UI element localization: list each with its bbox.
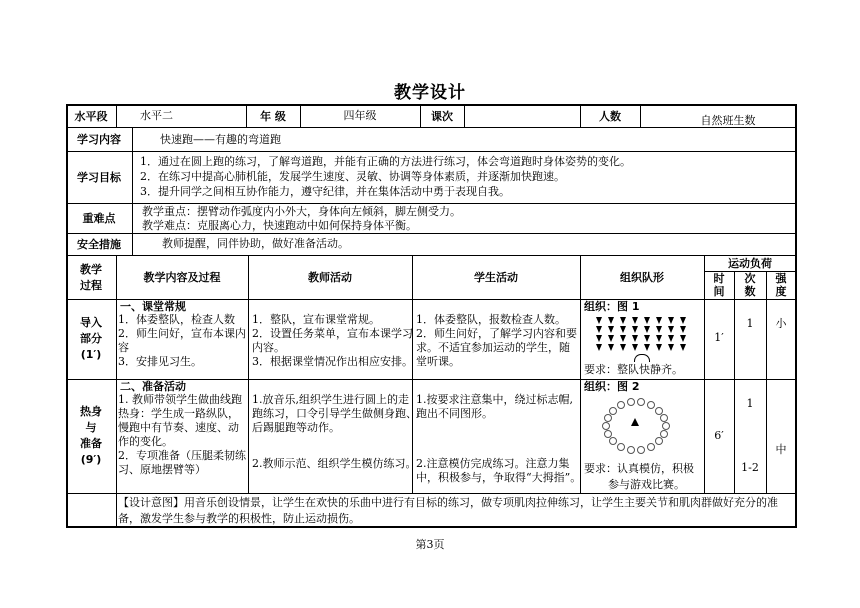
student-marker bbox=[644, 335, 650, 342]
table-border bbox=[132, 127, 133, 255]
table-border bbox=[464, 104, 465, 127]
intro-teacher bbox=[252, 313, 413, 369]
warmup-content-line: 热身：学生成一路纵队， bbox=[118, 407, 239, 420]
cone-marker bbox=[604, 430, 612, 438]
warmup-teacher bbox=[252, 393, 417, 471]
warmup-count-1: 1 bbox=[746, 397, 754, 410]
intro-student bbox=[416, 313, 577, 369]
difficult-point: 教学难点：克服离心力，快速跑动中如何保持身体平衡。 bbox=[142, 219, 417, 232]
student-marker bbox=[632, 344, 638, 351]
student-marker bbox=[656, 344, 662, 351]
level-label: 水平段 bbox=[74, 110, 108, 123]
warmup-org-note bbox=[584, 461, 694, 493]
intro-content-line: 1．体委整队，检查人数 bbox=[118, 313, 235, 326]
warmup-count-2: 1-2 bbox=[741, 461, 759, 474]
student-marker bbox=[668, 317, 674, 324]
cone-marker bbox=[627, 446, 635, 454]
cone-marker bbox=[627, 398, 635, 406]
warmup-org-note-line: 要求：认真模仿，积极 bbox=[584, 462, 694, 475]
student-marker bbox=[632, 317, 638, 324]
student-marker bbox=[608, 344, 614, 351]
intro-stage-line: 部分 bbox=[80, 332, 102, 345]
formation-diagram-2 bbox=[600, 396, 670, 454]
warmup-student-line bbox=[416, 421, 581, 435]
col-org: 组织队形 bbox=[620, 271, 664, 284]
page-number: 第3页 bbox=[415, 538, 445, 551]
cone-marker bbox=[647, 401, 655, 409]
col-time bbox=[704, 271, 734, 299]
student-marker bbox=[656, 317, 662, 324]
goal-item: 1．通过在圆上跑的练习，了解弯道跑，并能有正确的方法进行练习，体会弯道跑时身体姿势的变化。 bbox=[140, 155, 631, 168]
content-value: 快速跑——有趣的弯道跑 bbox=[160, 133, 281, 146]
intro-org-note: 要求：整队快静齐。 bbox=[584, 363, 683, 376]
col-time-line: 时 bbox=[713, 272, 725, 285]
col-time-line: 间 bbox=[713, 285, 725, 298]
warmup-teacher-line: 1.放音乐,组织学生进行圆上的走 bbox=[252, 393, 409, 406]
warmup-stage-line: 与 bbox=[85, 421, 97, 434]
intro-time: 1′ bbox=[714, 331, 724, 344]
safety-label: 安全措施 bbox=[77, 238, 121, 251]
student-marker bbox=[620, 326, 626, 333]
warmup-student-line: 中，积极参与，争取得“大拇指”。 bbox=[416, 471, 582, 484]
warmup-teacher-line: 跑练习，口令引导学生做侧身跑、 bbox=[252, 407, 417, 420]
warmup-time: 6′ bbox=[714, 429, 724, 442]
student-marker bbox=[596, 344, 602, 351]
warmup-stage-line: (9′) bbox=[80, 453, 102, 466]
intro-student-line: 求。不适宜参加运动的学生，随 bbox=[416, 341, 570, 354]
warmup-teacher-line: 2.教师示范、组织学生模仿练习。 bbox=[252, 457, 417, 470]
student-marker bbox=[620, 344, 626, 351]
warmup-content-line: 作的变化。 bbox=[118, 435, 173, 448]
warmup-student-line: 1.按要求注意集中，绕过标志帽, bbox=[416, 393, 573, 406]
teacher-marker bbox=[631, 418, 639, 426]
student-marker bbox=[608, 326, 614, 333]
cone-marker bbox=[604, 414, 612, 422]
table-border bbox=[116, 493, 117, 526]
student-marker bbox=[668, 326, 674, 333]
intro-teacher-line: 1．整队，宣布课堂常规。 bbox=[252, 313, 380, 326]
formation-diagram-1 bbox=[596, 317, 692, 361]
warmup-student-line bbox=[416, 435, 581, 449]
count-value: 自然班生数 bbox=[700, 114, 756, 127]
teacher-marker bbox=[634, 354, 650, 362]
level-value: 水平二 bbox=[140, 109, 173, 122]
table-border bbox=[66, 151, 796, 152]
intro-stage bbox=[66, 299, 116, 379]
goals-label: 学习目标 bbox=[77, 171, 121, 184]
col-intensity-line: 强 bbox=[775, 272, 787, 285]
intro-content-line: 2．师生问好，宣布本课内 bbox=[118, 327, 246, 340]
intro-content-line: 容 bbox=[118, 341, 129, 354]
warmup-stage bbox=[66, 379, 116, 493]
warmup-teacher-line bbox=[252, 435, 417, 449]
intro-teacher-line: 2．设置任务菜单，宣布本课学习 bbox=[252, 327, 413, 340]
warmup-content bbox=[118, 393, 246, 477]
safety-value: 教师提醒，同伴协助，做好准备活动。 bbox=[162, 237, 349, 250]
warmup-content-line: 2．专项准备（压腿柔韧练 bbox=[118, 449, 246, 462]
col-count-line: 数 bbox=[744, 285, 756, 298]
page-title: 教学设计 bbox=[394, 83, 466, 103]
student-marker bbox=[680, 317, 686, 324]
intro-count: 1 bbox=[746, 317, 754, 330]
warmup-content-line: 习、原地摆臂等） bbox=[118, 463, 206, 476]
col-count bbox=[734, 271, 766, 299]
student-marker bbox=[644, 317, 650, 324]
student-marker bbox=[596, 326, 602, 333]
student-marker bbox=[656, 335, 662, 342]
warmup-org-note-line: 参与游戏比赛。 bbox=[608, 478, 685, 491]
warmup-heading: 二、准备活动 bbox=[120, 380, 186, 393]
intro-student-line: 2．师生问好，了解学习内容和要 bbox=[416, 327, 577, 340]
goal-item: 3．提升同学之间相互协作能力，遵守纪律，并在集体活动中勇于表现自我。 bbox=[140, 185, 510, 198]
col-stage-line: 教学 bbox=[80, 263, 102, 276]
cone-marker bbox=[637, 398, 645, 406]
content-label: 学习内容 bbox=[77, 133, 121, 146]
warmup-stage-line: 准备 bbox=[80, 437, 102, 450]
student-marker bbox=[596, 335, 602, 342]
intro-intensity: 小 bbox=[775, 317, 787, 330]
table-border bbox=[66, 493, 796, 494]
intro-org-title: 组织：图 1 bbox=[584, 300, 640, 313]
cone-marker bbox=[609, 437, 617, 445]
col-stage-line: 过程 bbox=[80, 279, 102, 292]
student-marker bbox=[644, 344, 650, 351]
cone-marker bbox=[609, 407, 617, 415]
col-stage bbox=[66, 255, 116, 299]
student-marker bbox=[656, 326, 662, 333]
cone-marker bbox=[617, 401, 625, 409]
intro-student-line: 堂听课。 bbox=[416, 355, 460, 368]
intro-stage-line: (1′) bbox=[80, 348, 102, 361]
student-marker bbox=[644, 326, 650, 333]
warmup-student-line: 2.注意模仿完成练习。注意力集 bbox=[416, 457, 570, 470]
cone-marker bbox=[617, 443, 625, 451]
student-marker bbox=[620, 317, 626, 324]
intro-teacher-line: 3．根据课堂情况作出相应安排。 bbox=[252, 355, 413, 368]
student-marker bbox=[680, 335, 686, 342]
warmup-teacher-line: 后踢腿跑等动作。 bbox=[252, 421, 340, 434]
warmup-student bbox=[416, 393, 581, 485]
col-content: 教学内容及过程 bbox=[143, 271, 221, 284]
warmup-content-line: 慢跑中有节奏、速度、动 bbox=[118, 421, 239, 434]
warmup-stage-line: 热身 bbox=[80, 405, 102, 418]
student-marker bbox=[668, 344, 674, 351]
student-marker bbox=[632, 335, 638, 342]
student-marker bbox=[596, 317, 602, 324]
grade-value: 四年级 bbox=[343, 109, 377, 122]
cone-marker bbox=[602, 422, 610, 430]
student-marker bbox=[680, 344, 686, 351]
design-intent: 【设计意图】用音乐创设情景，让学生在欢快的乐曲中进行有目标的练习，做专项肌肉拉伸练习，让学生主要关节和肌肉群做好充分的准备，激发学生参与教学的积极性，防止运动损伤。 bbox=[118, 496, 778, 525]
intro-stage-line: 导入 bbox=[80, 316, 102, 329]
cone-marker bbox=[655, 437, 663, 445]
warmup-student-line: 跑出不同图形。 bbox=[416, 407, 493, 420]
student-marker bbox=[668, 335, 674, 342]
intro-content bbox=[118, 313, 246, 369]
table-border bbox=[640, 104, 641, 127]
key-point: 教学重点：摆臂动作弧度内小外大，身体向左倾斜，脚左侧受力。 bbox=[142, 205, 461, 218]
col-student: 学生活动 bbox=[474, 271, 518, 284]
table-border bbox=[66, 203, 796, 204]
col-count-line: 次 bbox=[744, 272, 756, 285]
table-border bbox=[766, 271, 767, 493]
grade-label: 年 级 bbox=[260, 110, 286, 123]
cone-marker bbox=[637, 446, 645, 454]
col-load: 运动负荷 bbox=[728, 257, 772, 270]
warmup-intensity: 中 bbox=[775, 443, 787, 456]
col-intensity-line: 度 bbox=[775, 285, 787, 298]
student-marker bbox=[632, 326, 638, 333]
intro-content-line: 3．安排见习生。 bbox=[118, 355, 202, 368]
col-teacher: 教师活动 bbox=[308, 271, 352, 284]
student-marker bbox=[680, 326, 686, 333]
student-marker bbox=[620, 335, 626, 342]
intro-student-line: 1．体委整队，报数检查人数。 bbox=[416, 313, 566, 326]
cone-marker bbox=[660, 414, 668, 422]
col-intensity bbox=[766, 271, 796, 299]
intro-teacher-line: 内容。 bbox=[252, 341, 285, 354]
keypoints-label: 重难点 bbox=[82, 212, 116, 225]
student-marker bbox=[608, 317, 614, 324]
goal-item: 2．在练习中提高心肺机能，发展学生速度、灵敏、协调等身体素质，并逐渐加快跑速。 bbox=[140, 170, 565, 183]
lesson-label: 课次 bbox=[431, 110, 453, 123]
warmup-content-line: 1. 教师带领学生做曲线跑 bbox=[118, 393, 242, 406]
intro-heading: 一、课堂常规 bbox=[120, 300, 186, 313]
warmup-org-title: 组织：图 2 bbox=[584, 380, 640, 393]
student-marker bbox=[608, 335, 614, 342]
cone-marker bbox=[647, 443, 655, 451]
table-border bbox=[66, 233, 796, 234]
cone-marker bbox=[662, 422, 670, 430]
count-label: 人数 bbox=[599, 110, 621, 123]
